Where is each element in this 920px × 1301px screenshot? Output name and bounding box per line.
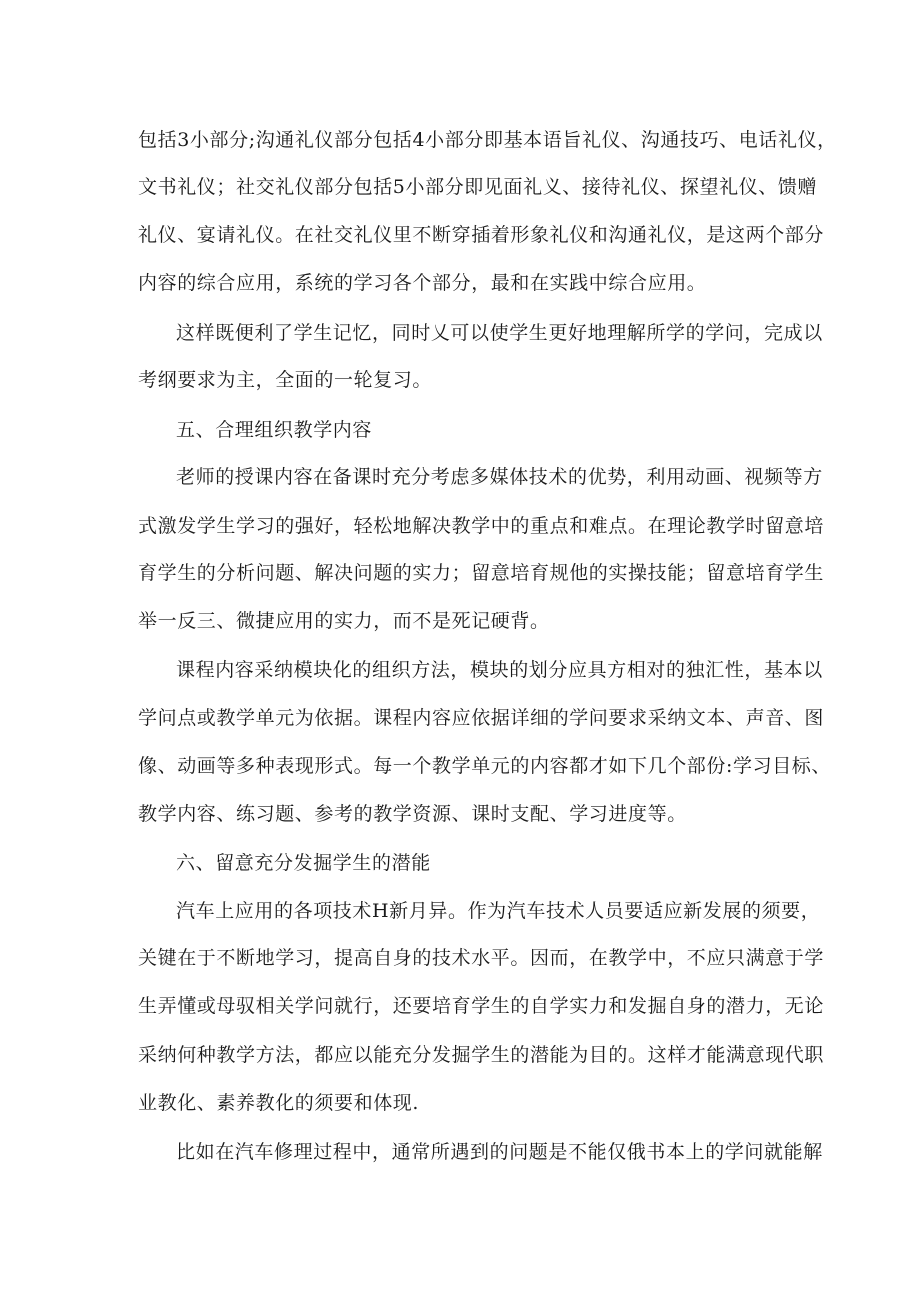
body-text-line: 学问点或教学单元为依据。课程内容应依据详细的学问要求采纳文本、声音、图 bbox=[138, 707, 825, 729]
body-text-line: 汽车上应用的各项技术H新月异。作为汽车技术人员要适应新发展的须要， bbox=[176, 900, 821, 922]
section-heading: 五、合理组织教学内容 bbox=[176, 419, 373, 441]
body-text-line: 像、动画等多种表现形式。每一个教学单元的内容都才如下几个部份:学习目标、 bbox=[138, 755, 832, 777]
body-text-line: 比如在汽车修理过程中，通常所遇到的问题是不能仅俄书本上的学问就能解 bbox=[176, 1141, 823, 1163]
section-heading: 六、留意充分发掘学生的潜能 bbox=[176, 852, 431, 874]
body-text-line: 文书礼仪；社交礼仪部分包括5小部分即见面礼义、接待礼仪、探望礼仪、馈赠 bbox=[138, 176, 818, 198]
body-text-line: 采纳何种教学方法，都应以能充分发掘学生的潜能为目的。这样才能满意现代职 bbox=[138, 1044, 825, 1066]
body-text-line: 课程内容采纳模块化的组织方法，模块的划分应具方相对的独汇性，基本以 bbox=[176, 659, 823, 681]
body-text-line: 内容的综合应用，系统的学习各个部分，最和在实践中综合应用。 bbox=[138, 272, 707, 294]
body-text-line: 举一反三、微捷应用的实力，而不是死记硬背。 bbox=[138, 610, 550, 632]
body-text-line: 生弄懂或母驭相关学问就行，还要培育学生的自学实力和发掘自身的潜力，无论 bbox=[138, 995, 825, 1017]
body-text-line: 考纲要求为主，全面的一轮复习。 bbox=[138, 369, 433, 391]
body-text-line: 业教化、素养教化的须要和体现. bbox=[138, 1092, 420, 1114]
body-text-line: 这样既便利了学生记忆，同时乂可以使学生更好地理解所学的学问，完成以 bbox=[176, 322, 823, 344]
body-text-line: 老师的授课内容在备课时充分考虑多媒体技术的优势，利用动画、视频等方 bbox=[176, 466, 823, 488]
body-text-line: 包括3小部分;沟通礼仪部分包括4小部分即基本语旨礼仪、沟通技巧、电话礼仪， bbox=[138, 129, 837, 151]
body-text-line: 育学生的分析问题、解决问题的实力；留意培育规他的实操技能；留意培育学生 bbox=[138, 562, 825, 584]
body-text-line: 礼仪、宴请礼仪。在社交礼仪里不断穿插着形象礼仪和沟通礼仪，是这两个部分 bbox=[138, 224, 825, 246]
body-text-line: 关键在于不断地学习，提高自身的技术水平。因而，在教学中，不应只满意于学 bbox=[138, 947, 825, 969]
body-text-line: 教学内容、练习题、参考的教学资源、课时支配、学习进度等。 bbox=[138, 803, 687, 825]
body-text-line: 式激发学生学习的强好，轻松地解决教学中的重点和难点。在理论教学时留意培 bbox=[138, 515, 825, 537]
